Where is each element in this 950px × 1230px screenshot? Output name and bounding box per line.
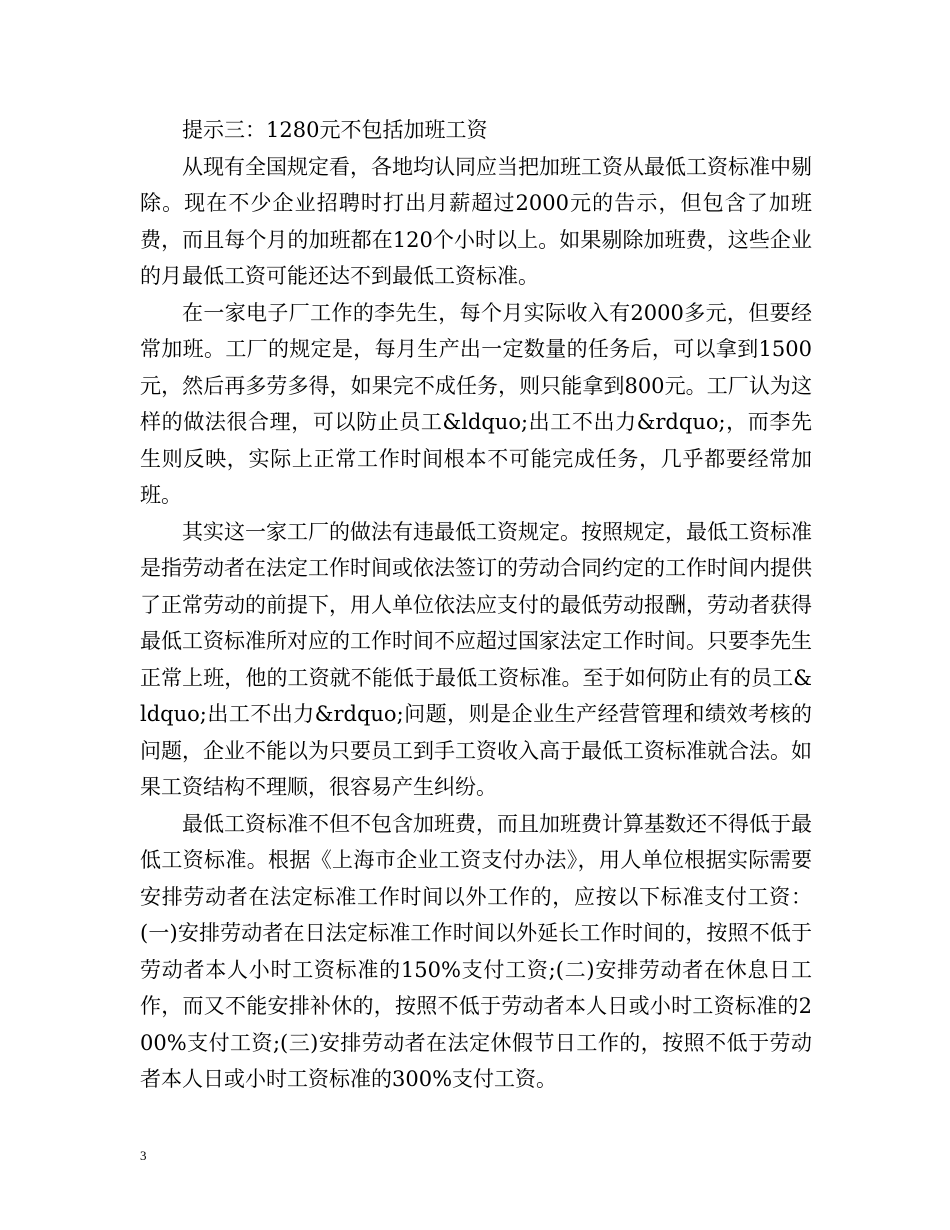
paragraph-overtime-pay-standards: 最低工资标准不但不包含加班费，而且加班费计算基数还不得低于最低工资标准。根据《上海市企业工资支付办法》，用人单位根据实际需要安排劳动者在法定标准工作时间以外工作的，应按以下标准支付工资：(一)安排劳动者在日法定标准工作时间以外延长工作时间的，按照不低于劳动者本人小时工资标准的150%支付工资;(二)安排劳动者在休息日工作，而又不能安排补休的，按照不低于劳动者本人日或小时工资标准的200%支付工资;(三)安排劳动者在法定休假节日工作的，按照不低于劳动者本人日或小时工资标准的300%支付工资。 <box>140 811 812 1091</box>
paragraph-overtime-excluded: 从现有全国规定看，各地均认同应当把加班工资从最低工资标准中剔除。现在不少企业招聘时打出月薪超过2000元的告示，但包含了加班费，而且每个月的加班都在120个小时以上。如果剔除加班费，这些企业的月最低工资可能还达不到最低工资标准。 <box>140 154 812 288</box>
document-body <box>140 112 812 1098</box>
page-number: 3 <box>140 1148 147 1163</box>
paragraph-electronics-factory-case: 在一家电子厂工作的李先生，每个月实际收入有2000多元，但要经常加班。工厂的规定是，每月生产出一定数量的任务后，可以拿到1500元，然后再多劳多得，如果完不成任务，则只能拿到800元。工厂认为这样的做法很合理，可以防止员工&ldquo;出工不出力&rdquo;，而李先生则反映，实际上正常工作时间根本不可能完成任务，几乎都要经常加班。 <box>140 300 812 507</box>
paragraph-tip-three-heading: 提示三：1280元不包括加班工资 <box>182 118 488 142</box>
paragraph-minimum-wage-regulation: 其实这一家工厂的做法有违最低工资规定。按照规定，最低工资标准是指劳动者在法定工作时间或依法签订的劳动合同约定的工作时间内提供了正常劳动的前提下，用人单位依法应支付的最低劳动报酬，劳动者获得最低工资标准所对应的工作时间不应超过国家法定工作时间。只要李先生正常上班，他的工资就不能低于最低工资标准。至于如何防止有的员工&ldquo;出工不出力&rdquo;问题，则是企业生产经营管理和绩效考核的问题，企业不能以为只要员工到手工资收入高于最低工资标准就合法。如果工资结构不理顺，很容易产生纠纷。 <box>140 519 812 799</box>
